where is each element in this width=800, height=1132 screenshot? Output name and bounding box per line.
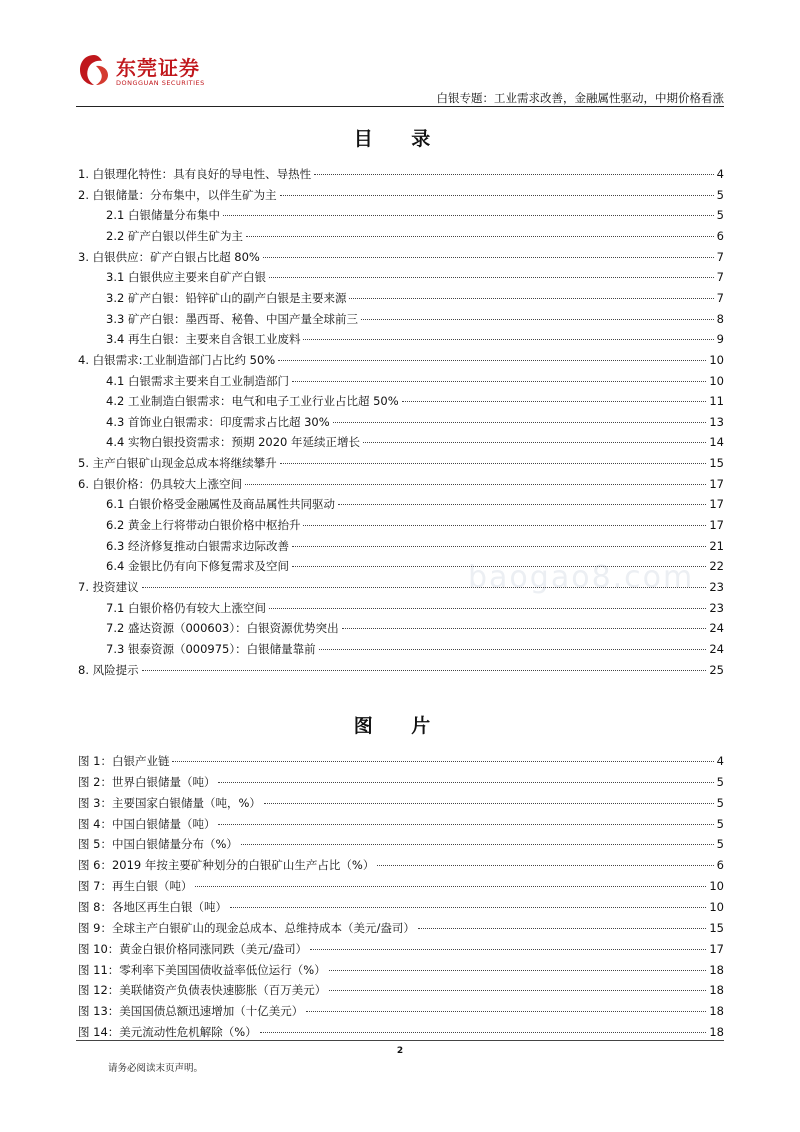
entry-page-number: 5 [716,816,724,831]
toc-entry-section[interactable] [106,434,724,451]
entry-page-number: 10 [709,899,724,914]
logo-chinese-name: 东莞证券 [116,56,200,80]
dot-leader [363,442,706,443]
entry-page-number: 4 [716,754,724,768]
dot-leader [314,174,714,175]
entry-page-number: 22 [709,559,724,574]
entry-title: 7.2 盛达资源（000603）：白银资源优势突出 [106,621,339,636]
entry-title: 4.2 工业制造白银需求：电气和电子工业行业占比超 50% [106,394,399,409]
entry-page-number: 8 [716,311,724,326]
dot-leader [195,886,706,887]
entry-page-number: 18 [709,983,724,998]
report-title: 白银专题：工业需求改善，金融属性驱动，中期价格看涨 [436,91,724,105]
figure-list-entry[interactable] [78,982,724,999]
toc-entry-section[interactable] [106,538,724,555]
entry-title: 2.1 白银储量分布集中 [106,208,220,223]
dot-leader [223,215,714,216]
page-header [76,44,724,108]
company-logo [76,52,276,92]
entry-title: 图 10：黄金白银价格同涨同跌（美元/盎司） [78,941,308,956]
dot-leader [280,195,714,196]
dot-leader [218,824,713,825]
entry-title: 图 8：各地区再生白银（吨） [78,899,227,914]
toc-entry-chapter[interactable] [78,187,724,204]
figure-list-entry[interactable] [78,836,724,853]
entry-page-number: 17 [709,476,724,491]
entry-page-number: 11 [709,394,724,409]
entry-title: 6.4 金银比仍有向下修复需求及空间 [106,559,289,574]
dot-leader [303,525,706,526]
toc-entry-section[interactable] [106,228,724,245]
dot-leader [142,587,707,588]
header-divider [76,106,724,107]
dot-leader [278,360,706,361]
dot-leader [310,949,706,950]
figure-list-entry[interactable] [78,795,724,812]
entry-title: 图 7：再生白银（吨） [78,879,193,894]
entry-title: 图 4：中国白银储量（吨） [78,816,216,831]
dot-leader [303,339,713,340]
entry-title: 图 14：美元流动性危机解除（%） [78,1025,257,1040]
entry-title: 图 6：2019 年按主要矿种划分的白银矿山生产占比（%） [78,858,375,873]
figure-list-heading: 图 片 [353,715,447,737]
entry-page-number: 24 [709,621,724,636]
entry-page-number: 7 [716,270,724,285]
figure-list-entry[interactable] [78,920,724,937]
entry-title: 7.3 银泰资源（000975）：白银储量靠前 [106,641,316,656]
entry-title: 8. 风险提示 [78,662,139,677]
entry-page-number: 15 [709,456,724,471]
toc-entry-section[interactable] [106,620,724,637]
toc-entry-chapter[interactable] [78,352,724,369]
dot-leader [172,761,713,762]
toc-entry-chapter[interactable] [78,166,724,183]
watermark: baogao8.com [468,560,695,595]
entry-page-number: 23 [709,580,724,594]
entry-page-number: 5 [716,837,724,852]
entry-title: 图 11：零利率下美国国债收益率低位运行（%） [78,962,326,977]
entry-title: 图 3：主要国家白银储量（吨，%） [78,795,261,810]
entry-title: 3.2 矿产白银：铅锌矿山的副产白银是主要来源 [106,290,347,305]
entry-page-number: 5 [716,187,724,202]
entry-title: 2.2 矿产白银以伴生矿为主 [106,228,243,243]
toc-entry-chapter[interactable] [78,662,724,679]
entry-page-number: 10 [709,879,724,894]
dot-leader [342,628,707,629]
entry-title: 3. 白银供应：矿产白银占比超 80% [78,249,260,264]
footer-divider [76,1040,724,1041]
dot-leader [377,865,713,866]
entry-page-number: 10 [709,352,724,367]
dot-leader [269,277,714,278]
toc-entry-section[interactable] [106,331,724,348]
entry-title: 图 13：美国国债总额迅速增加（十亿美元） [78,1004,304,1019]
toc-heading: 目 录 [353,128,447,150]
entry-title: 6.3 经济修复推动白银需求边际改善 [106,538,289,553]
logo-english-name: DONGGUAN SECURITIES [116,79,205,87]
entry-page-number: 5 [716,774,724,789]
figure-list-entry[interactable] [78,941,724,958]
entry-title: 4. 白银需求:工业制造部门占比约 50% [78,352,276,367]
entry-title: 图 9：全球主产白银矿山的现金总成本、总维持成本（美元/盎司） [78,920,415,935]
figure-list-entry[interactable] [78,753,724,770]
dot-leader [319,649,707,650]
entry-title: 1. 白银理化特性：具有良好的导电性、导热性 [78,167,312,181]
entry-page-number: 4 [716,167,724,181]
dot-leader [260,1032,707,1033]
toc-entry-chapter[interactable] [78,455,724,472]
entry-title: 4.1 白银需求主要来自工业制造部门 [106,373,289,388]
dot-leader [230,907,706,908]
toc-entry-section[interactable] [106,496,724,513]
entry-title: 4.4 实物白银投资需求：预期 2020 年延续正增长 [106,435,361,450]
dot-leader [292,566,706,567]
entry-title: 3.4 再生白银：主要来自含银工业废料 [106,332,301,347]
dot-leader [338,504,706,505]
toc-entry-chapter[interactable] [78,249,724,266]
toc-entry-section[interactable] [106,269,724,286]
entry-page-number: 18 [709,1025,724,1040]
toc-entry-chapter[interactable] [78,579,724,596]
figure-list-entry[interactable] [78,962,724,979]
entry-page-number: 5 [716,208,724,223]
toc-entry-section[interactable] [106,311,724,328]
entry-title: 图 2：世界白银储量（吨） [78,774,216,789]
entry-page-number: 25 [709,662,724,677]
dot-leader [241,844,714,845]
dot-leader [246,236,714,237]
entry-title: 3.3 矿产白银：墨西哥、秘鲁、中国产量全球前三 [106,311,358,326]
figure-list-entry[interactable] [78,899,724,916]
dot-leader [292,381,706,382]
entry-page-number: 18 [709,962,724,977]
toc-entry-section[interactable] [106,290,724,307]
entry-page-number: 13 [709,414,724,429]
figure-list-entry[interactable] [78,1003,724,1020]
dot-leader [292,546,706,547]
dot-leader [361,319,714,320]
dot-leader [333,422,707,423]
entry-title: 图 1：白银产业链 [78,754,170,768]
dot-leader [264,803,714,804]
entry-page-number: 15 [709,920,724,935]
entry-page-number: 17 [709,518,724,533]
dot-leader [245,484,706,485]
dot-leader [263,257,714,258]
toc-entry-section[interactable] [106,373,724,390]
entry-page-number: 14 [709,435,724,450]
toc-entry-section[interactable] [106,517,724,534]
dot-leader [329,970,707,971]
entry-page-number: 9 [716,332,724,347]
toc-entry-section[interactable] [106,600,724,617]
dot-leader [218,782,713,783]
entry-page-number: 18 [709,1004,724,1019]
dot-leader [349,298,713,299]
dot-leader [142,670,707,671]
entry-page-number: 7 [716,249,724,264]
entry-page-number: 21 [709,538,724,553]
entry-title: 5. 主产白银矿山现金总成本将继续攀升 [78,456,277,471]
entry-title: 图 12：美联储资产负债表快速膨胀（百万美元） [78,983,327,998]
toc-entry-section[interactable] [106,414,724,431]
dot-leader [402,401,707,402]
entry-title: 4.3 首饰业白银需求：印度需求占比超 30% [106,414,330,429]
toc-entry-section[interactable] [106,207,724,224]
entry-title: 2. 白银储量：分布集中，以伴生矿为主 [78,187,277,202]
entry-title: 7. 投资建议 [78,580,139,594]
figure-list-entry[interactable] [78,774,724,791]
disclaimer: 请务必阅读末页声明。 [108,1063,204,1074]
entry-title: 图 5：中国白银储量分布（%） [78,837,238,852]
entry-page-number: 23 [709,600,724,615]
entry-page-number: 17 [709,941,724,956]
entry-title: 6.2 黄金上行将带动白银价格中枢抬升 [106,518,301,533]
entry-title: 6. 白银价格：仍具较大上涨空间 [78,476,243,491]
entry-title: 7.1 白银价格仍有较大上涨空间 [106,600,266,615]
dot-leader [280,463,707,464]
dot-leader [269,608,706,609]
toc-entry-section[interactable] [106,558,724,575]
toc-entry-section[interactable] [106,641,724,658]
dot-leader [306,1011,706,1012]
figure-list-entry[interactable] [78,1024,724,1041]
entry-page-number: 7 [716,290,724,305]
toc-entry-chapter[interactable] [78,476,724,493]
figure-list-entry[interactable] [78,857,724,874]
toc-entry-section[interactable] [106,393,724,410]
dot-leader [329,990,706,991]
entry-page-number: 5 [716,795,724,810]
page-number: 2 [396,1046,404,1056]
logo-mark-icon [76,52,112,88]
dot-leader [418,928,707,929]
entry-title: 6.1 白银价格受金融属性及商品属性共同驱动 [106,497,335,512]
entry-page-number: 6 [716,858,724,873]
entry-page-number: 10 [709,373,724,388]
figure-list-entry[interactable] [78,816,724,833]
entry-page-number: 6 [716,228,724,243]
entry-title: 3.1 白银供应主要来自矿产白银 [106,270,266,285]
figure-list-entry[interactable] [78,878,724,895]
entry-page-number: 17 [709,497,724,512]
entry-page-number: 24 [709,641,724,656]
